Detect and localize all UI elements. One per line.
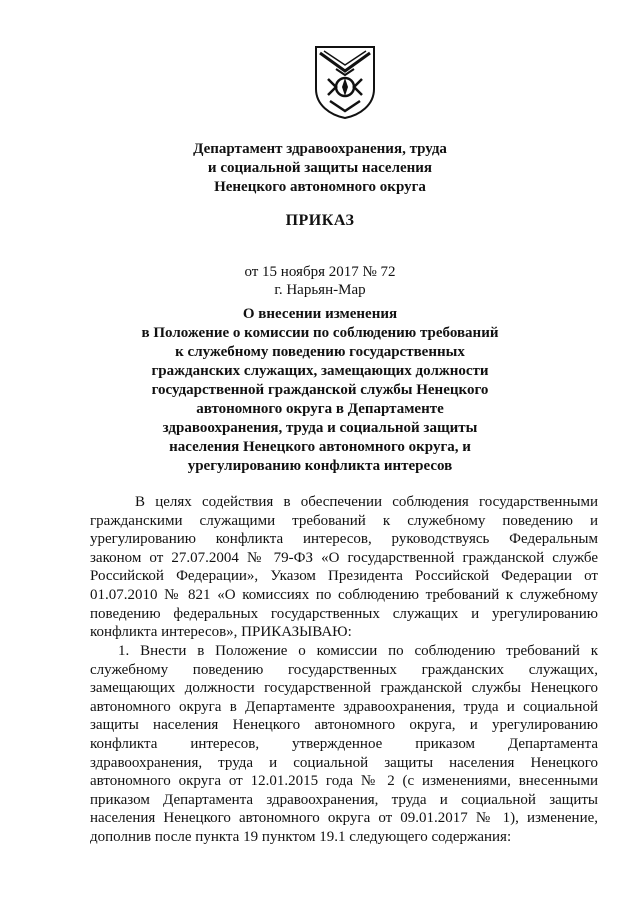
header-line: Ненецкого автономного округа: [214, 179, 426, 195]
paragraph-line: здравоохранения, труда и социальной защиты населения Ненецкого: [90, 754, 598, 771]
subject-line: гражданских служащих, замещающих должности: [151, 363, 489, 379]
paragraph-line: 1. Внести в Положение о комиссии по соблюдению требований к: [118, 643, 598, 659]
order-date-number: от 15 ноября 2017 № 72: [244, 264, 396, 280]
paragraph-line: автономного округа в Департаменте здравоохранения, труда и социальной: [90, 698, 598, 715]
coat-of-arms-emblem: [314, 45, 376, 119]
paragraph-line: поведению федеральных государственных служащих и урегулированию: [90, 605, 598, 622]
subject-line: к служебному поведению государственных: [175, 344, 465, 360]
paragraph-line: служебному поведению государственных гражданских служащих,: [90, 661, 598, 678]
paragraph-line: конфликта интересов, утвержденное приказом Департамента: [90, 735, 598, 752]
subject-line: здравоохранения, труда и социальной защиты: [162, 420, 478, 436]
paragraph-line: гражданскими служащими требований к служебному поведению и: [90, 512, 598, 529]
paragraph-line: урегулированию конфликта интересов, руководствуясь Федеральным: [90, 531, 598, 548]
document-type-title: ПРИКАЗ: [285, 212, 355, 229]
header-line: и социальной защиты населения: [207, 160, 433, 176]
paragraph-line: конфликта интересов», ПРИКАЗЫВАЮ:: [90, 624, 352, 641]
subject-line: в Положение о комиссии по соблюдению требований: [141, 325, 499, 341]
subject-line: автономного округа в Департаменте: [196, 401, 444, 417]
paragraph-line: Российской Федерации», Указом Президента Российской Федерации от: [90, 568, 598, 585]
order-subject: [0, 305, 640, 476]
paragraph-line: В целях содействия в обеспечении соблюдения государственными: [135, 494, 598, 510]
order-place: г. Нарьян-Мар: [274, 282, 366, 298]
paragraph-line: дополнив после пункта 19 пунктом 19.1 следующего содержания:: [90, 828, 512, 845]
paragraph-line: замещающих должности государственной гражданской службы Ненецкого: [90, 680, 598, 697]
preamble-paragraph: [90, 493, 598, 642]
date-place-block: [0, 263, 640, 299]
subject-line: населения Ненецкого автономного округа, и: [169, 439, 471, 455]
subject-line: О внесении изменения: [242, 306, 398, 322]
paragraph-line: автономного округа от 12.01.2015 года № 2 (с изменениями, внесенными: [90, 773, 598, 790]
subject-line: государственной гражданской службы Ненецкого: [151, 382, 489, 398]
item-1-paragraph: [90, 642, 598, 847]
paragraph-line: защиты населения Ненецкого автономного округа, и урегулированию: [90, 717, 598, 734]
header-line: Департамент здравоохранения, труда: [193, 141, 447, 157]
department-header: [0, 140, 640, 197]
paragraph-line: приказом Департамента здравоохранения, труда и социальной защиты: [90, 791, 598, 808]
paragraph-line: населения Ненецкого автономного округа от 09.01.2017 № 1), изменение,: [90, 810, 598, 827]
subject-line: урегулированию конфликта интересов: [187, 458, 453, 474]
paragraph-line: 01.07.2010 № 821 «О комиссиях по соблюдению требований к служебному: [90, 586, 598, 603]
paragraph-line: законом от 27.07.2004 № 79-ФЗ «О государственной гражданской службе: [90, 549, 598, 566]
